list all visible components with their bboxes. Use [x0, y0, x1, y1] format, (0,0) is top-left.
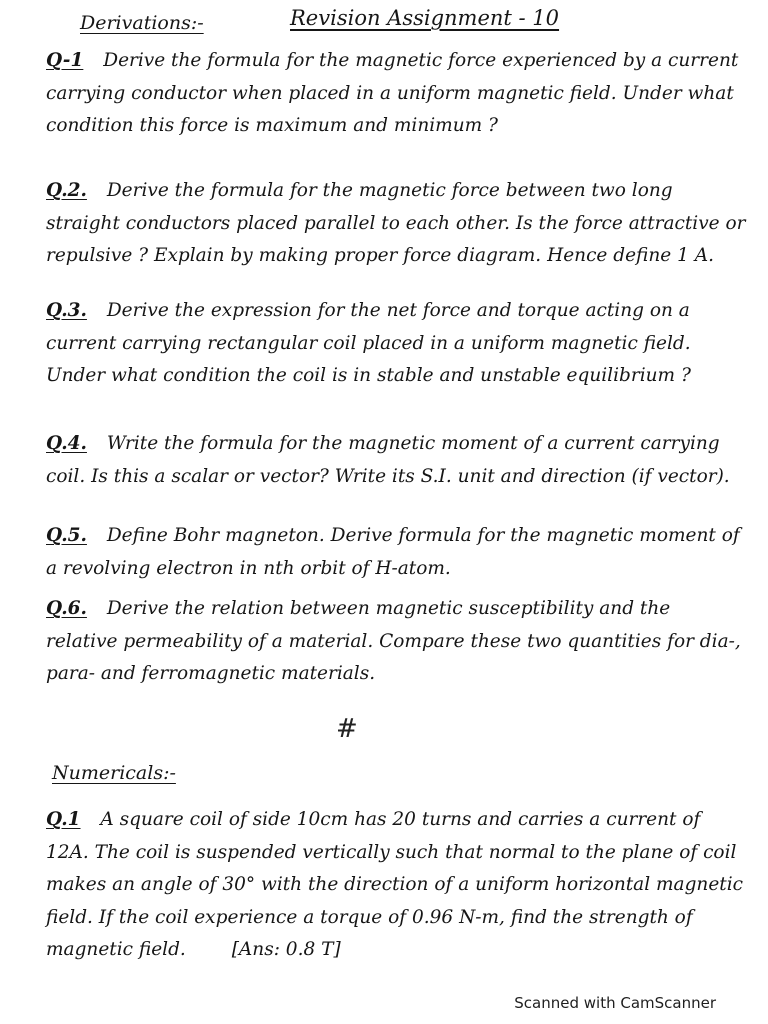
numerical-text: A square coil of side 10cm has 20 turns and carries a current of 12A. The coil is suspended vertically such that normal to the plane of coil makes an angle of 30° with the direction of a uniform horizontal magnetic field. If the coil experience a torque of 0.96 N-m, find the strength of magnetic field.	[46, 809, 743, 960]
numericals-heading: Numericals:-	[52, 762, 176, 784]
question-number: Q.6.	[46, 598, 87, 619]
assignment-title: Revision Assignment - 10	[290, 6, 560, 30]
question-text: Derive the expression for the net force and torque acting on a current carrying rectangular coil placed in a uniform magnetic field. Under what condition the coil is in stable and unstable equilibrium ?	[46, 300, 691, 386]
question-number: Q.5.	[46, 525, 87, 546]
question-number: Q.2.	[46, 180, 87, 201]
camscanner-watermark: Scanned with CamScanner	[514, 994, 716, 1012]
question-text: Derive the relation between magnetic susceptibility and the relative permeability of a material. Compare these two quantities for dia-, para- and ferromagnetic materials.	[46, 598, 741, 684]
question-number: Q.4.	[46, 433, 87, 454]
derivations-heading: Derivations:-	[80, 12, 204, 34]
question-text: Derive the formula for the magnetic force between two long straight conductors placed parallel to each other. Is the force attractive or repulsive ? Explain by making proper force diagram. Hence define 1 A.	[46, 180, 746, 266]
question-number: Q.3.	[46, 300, 87, 321]
numerical-1	[46, 804, 746, 967]
question-5	[46, 520, 746, 585]
question-1	[46, 45, 746, 143]
question-number: Q-1	[46, 50, 84, 71]
section-divider: #	[336, 714, 358, 744]
question-text: Write the formula for the magnetic moment of a current carrying coil. Is this a scalar or vector? Write its S.I. unit and direction (if vector).	[46, 433, 730, 487]
question-4	[46, 428, 746, 493]
question-3	[46, 295, 746, 393]
question-6	[46, 593, 746, 691]
question-2	[46, 175, 746, 273]
numerical-number: Q.1	[46, 809, 81, 830]
numerical-answer: [Ans: 0.8 T]	[231, 939, 341, 960]
question-text: Derive the formula for the magnetic force experienced by a current carrying conductor when placed in a uniform magnetic field. Under what condition this force is maximum and minimum ?	[46, 50, 739, 136]
question-text: Define Bohr magneton. Derive formula for the magnetic moment of a revolving electron in nth orbit of H-atom.	[46, 525, 740, 579]
